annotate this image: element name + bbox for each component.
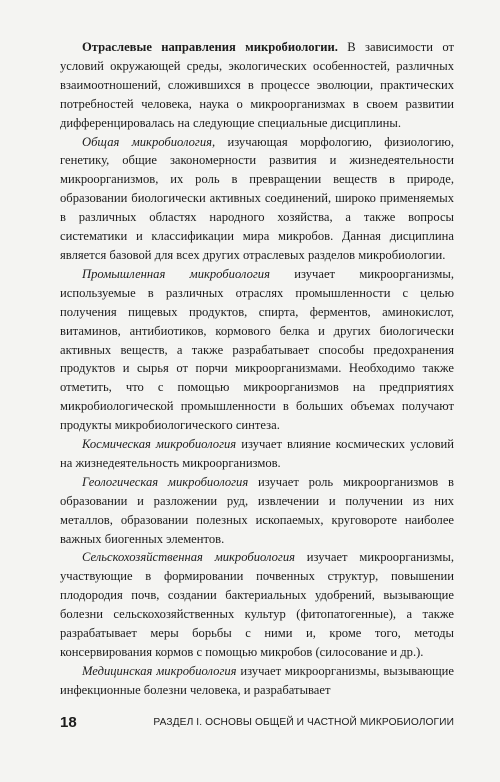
paragraph-space-microbiology (60, 435, 454, 473)
paragraph-text: изучает микроорганизмы, вызывающие инфекционные болезни человека, и разрабатывает (60, 663, 455, 697)
paragraph-text: В зависимости от условий окружающей среды, экологических особенностей, различных взаимоотношений, сложившихся в процессе эволюции, практических потребностей человека, наука о микроорганизмах в своем развитии дифференцировалась на следующие специальные дисциплины. (60, 40, 454, 130)
term-industrial-microbiology: Промышленная микробиология (82, 266, 270, 281)
term-medical-microbiology: Медицинская микробиология (82, 663, 237, 678)
paragraph-text: изучает роль микроорганизмов в образовании и разложении руд, извлечении и получении из них металлов, образовании полезных ископаемых, круговороте наиболее важных биогенных элементов. (60, 474, 454, 546)
paragraph-general-microbiology (60, 133, 454, 265)
paragraph-text: изучающая морфологию, физиологию, генетику, общие закономерности развития и жизнедеятельности микроорганизмов, их роль в превращении веществ в природе, образовании биологически активных соединений, широко применяемых в различных областях народного хозяйства, а также вопросы систематики и классификации мира микробов. Данная дисциплина является базовой для всех других отраслевых разделов микробиологии. (60, 134, 454, 262)
running-head: РАЗДЕЛ I. ОСНОВЫ ОБЩЕЙ И ЧАСТНОЙ МИКРОБИОЛОГИИ (153, 717, 454, 728)
term-general-microbiology: Общая микробиология, (82, 134, 216, 149)
page-footer (60, 714, 454, 734)
paragraph-text: изучает микроорганизмы, используемые в различных отраслях промышленности с целью получения пищевых продуктов, спирта, ферментов, аминокислот, витаминов, антибиотиков, кормового белка и других биологически активных веществ, а также разрабатывает способы предохранения продуктов и сырья от порчи микроорганизмами. Необходимо также отметить, что с помощью микроорганизмов на предприятиях микробиологической промышленности в больших объемах получают продукты микробиологического синтеза. (60, 266, 454, 433)
paragraph-text: изучает влияние космических условий на жизнедеятельность микроорганизмов. (60, 437, 454, 470)
term-space-microbiology: Космическая микробиология (82, 437, 237, 452)
body-text (60, 38, 454, 700)
paragraph-text: изучает микроорганизмы, участвующие в формировании почвенных структур, повышении плодородия почв, создании бактериальных удобрений, вызывающие болезни сельскохозяйственных культур (фитопатогенные), а также разрабатывает меры борьбы с ними и, кроме того, методы консервирования кормов с помощью микробов (силосование и др.). (60, 550, 455, 659)
paragraph-industrial-microbiology (60, 265, 454, 435)
paragraph-intro (60, 38, 454, 133)
paragraph-geological-microbiology (60, 473, 454, 549)
page-number: 18 (60, 714, 77, 731)
paragraph-agricultural-microbiology (60, 548, 454, 661)
paragraph-medical-microbiology (60, 662, 454, 700)
term-geological-microbiology: Геологическая микробиология (82, 474, 249, 489)
term-agricultural-microbiology: Сельскохозяйственная микробиология (82, 550, 295, 565)
section-heading: Отраслевые направления микробиологии. (82, 40, 338, 54)
